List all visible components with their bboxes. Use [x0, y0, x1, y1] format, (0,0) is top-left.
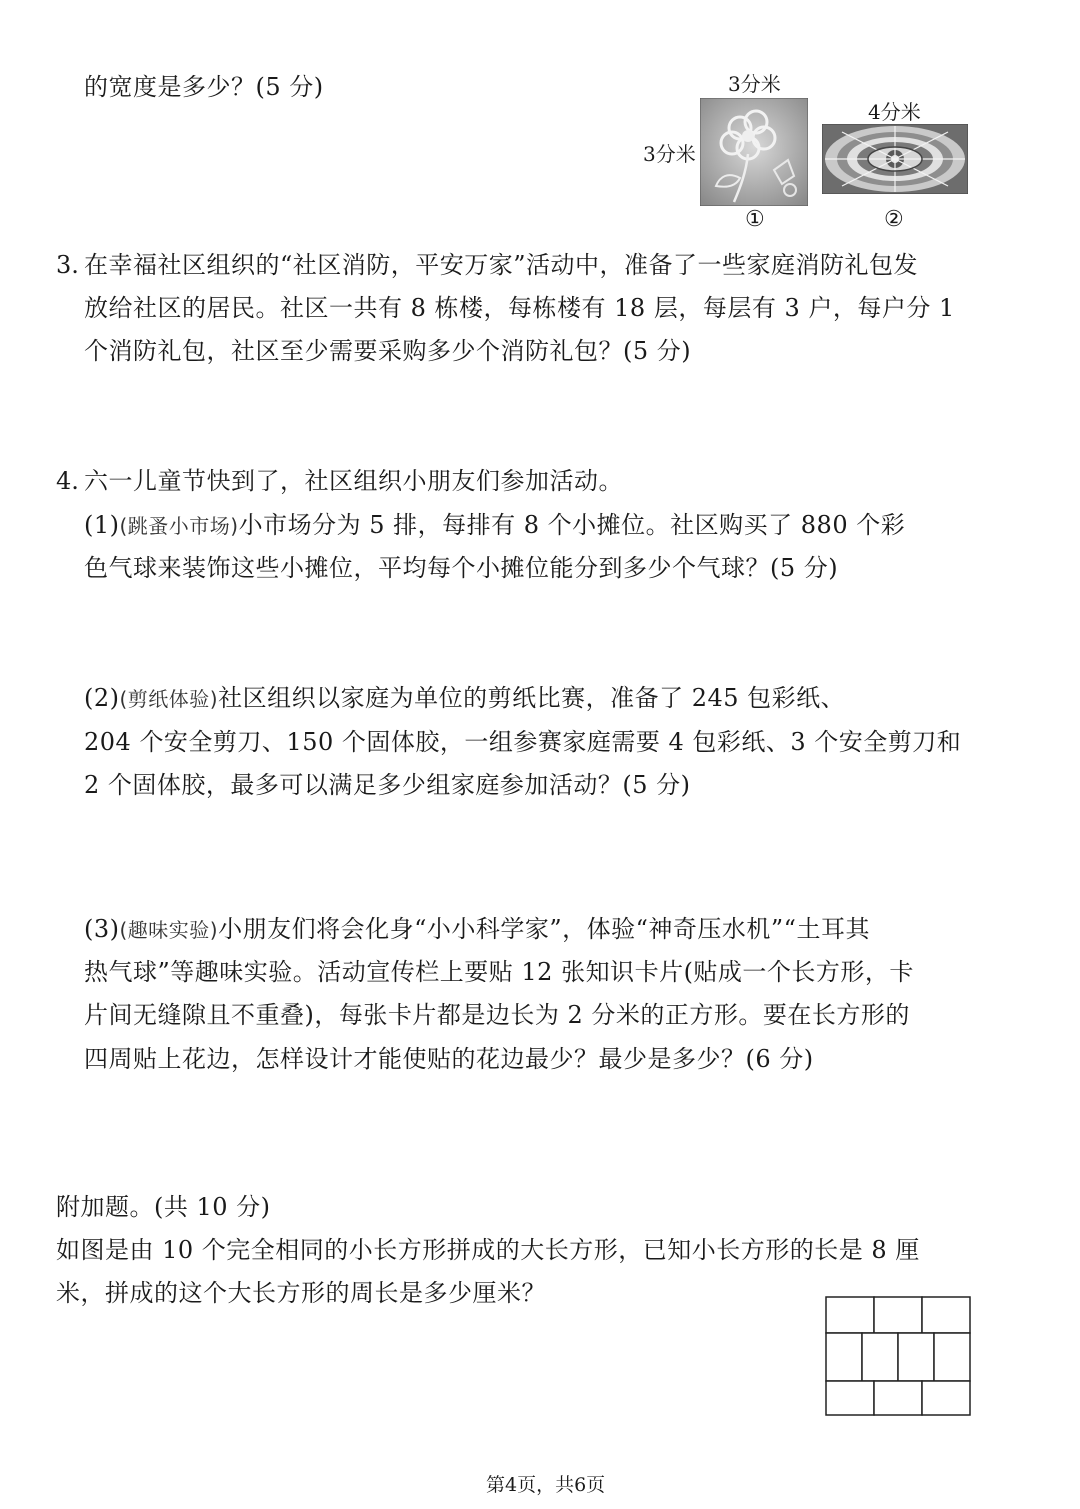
q4-sub2-line-3: 2 个固体胶，最多可以满足多少组家庭参加活动？(5 分) [84, 771, 691, 799]
q4-sub2-line-1 [84, 683, 845, 714]
bonus-line-2: 米，拼成的这个大长方形的周长是多少厘米？ [56, 1279, 546, 1307]
q3-line-1: 在幸福社区组织的“社区消防，平安万家”活动中，准备了一些家庭消防礼包发 [84, 251, 919, 279]
bonus-line-1: 如图是由 10 个完全相同的小长方形拼成的大长方形，已知小长方形的长是 8 厘 [56, 1236, 920, 1264]
small-rect [934, 1333, 970, 1381]
q4-sub1-line-1 [84, 510, 905, 541]
q4-sub3-line-2: 热气球”等趣味实验。活动宣传栏上要贴 12 张知识卡片(贴成一个长方形，卡 [84, 958, 914, 986]
page-number: 第4页，共6页 [486, 1474, 606, 1496]
small-rect [826, 1333, 862, 1381]
mandala-tile-image [822, 124, 968, 194]
q4-sub1-tag: (跳蚤小市场) [119, 514, 239, 538]
q4-sub3-line-4: 四周贴上花边，怎样设计才能使贴的花边最少？最少是多少？(6 分) [84, 1045, 814, 1073]
q4-sub3-line-1 [84, 914, 870, 945]
q4-sub2-number: (2) [84, 684, 120, 712]
q4-intro: 六一儿童节快到了，社区组织小朋友们参加活动。 [84, 467, 623, 495]
small-rect [874, 1297, 922, 1333]
q4-sub2-text: 社区组织以家庭为单位的剪纸比赛，准备了 245 包彩纸、 [218, 684, 846, 712]
q3-line-2: 放给社区的居民。社区一共有 8 栋楼，每栋楼有 18 层，每层有 3 户，每户分 1 [84, 294, 955, 322]
q4-sub2-line-2: 204 个安全剪刀、150 个固体胶，一组参赛家庭需要 4 包彩纸、3 个安全剪刀和 [84, 728, 962, 756]
fig1-top-label: 3分米 [728, 72, 781, 96]
small-rect [874, 1381, 922, 1415]
rectangle-tiling-diagram [824, 1295, 972, 1417]
q3-line-3: 个消防礼包，社区至少需要采购多少个消防礼包？(5 分) [84, 337, 692, 365]
fig1-side-label: 3分米 [643, 142, 696, 166]
q4-sub2-tag: (剪纸体验) [119, 687, 219, 711]
small-rect [898, 1333, 934, 1381]
fig2-top-label: 4分米 [868, 100, 921, 124]
q4-sub3-tag: (趣味实验) [119, 918, 219, 942]
q4-sub3-text: 小朋友们将会化身“小小科学家”，体验“神奇压水机”“土耳其 [218, 915, 870, 943]
small-rect [922, 1381, 970, 1415]
q3-number: 3. [56, 251, 79, 279]
small-rect [922, 1297, 970, 1333]
bonus-title: 附加题。(共 10 分) [56, 1193, 271, 1221]
q4-sub1-text: 小市场分为 5 排，每排有 8 个小摊位。社区购买了 880 个彩 [238, 511, 906, 539]
q4-sub3-line-3: 片间无缝隙且不重叠)，每张卡片都是边长为 2 分米的正方形。要在长方形的 [84, 1001, 910, 1029]
q4-sub1-number: (1) [84, 511, 120, 539]
small-rect [862, 1333, 898, 1381]
small-rect [826, 1381, 874, 1415]
q4-sub3-number: (3) [84, 915, 120, 943]
q4-number: 4. [56, 467, 79, 495]
fig2-marker: ② [884, 207, 904, 232]
fig1-marker: ① [745, 207, 765, 232]
small-rect [826, 1297, 874, 1333]
q4-sub1-line-2: 色气球来装饰这些小摊位，平均每个小摊位能分到多少个气球？(5 分) [84, 554, 839, 582]
flower-tile-image [700, 98, 808, 206]
q2-text: 的宽度是多少？(5 分) [84, 73, 324, 101]
